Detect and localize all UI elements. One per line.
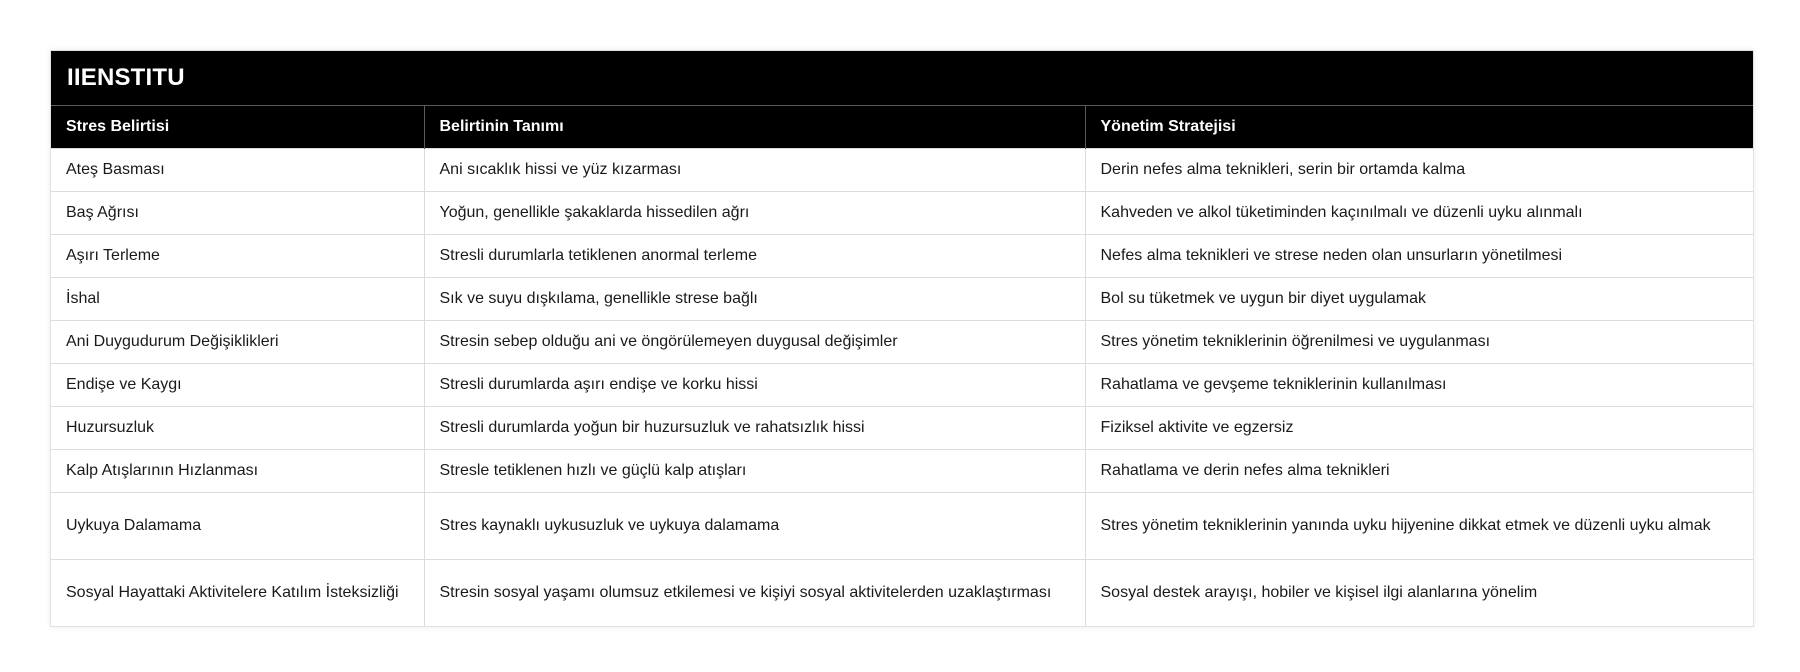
table-row: [51, 407, 1753, 450]
cell-symptom: Aşırı Terleme: [51, 235, 424, 278]
cell-description: Stresli durumlarda aşırı endişe ve korku hissi: [424, 364, 1085, 407]
cell-description: Yoğun, genellikle şakaklarda hissedilen ağrı: [424, 192, 1085, 235]
table-row: [51, 493, 1753, 560]
table-row: [51, 235, 1753, 278]
cell-symptom: Endişe ve Kaygı: [51, 364, 424, 407]
cell-symptom: Kalp Atışlarının Hızlanması: [51, 450, 424, 493]
table-row: [51, 149, 1753, 192]
table-row: [51, 278, 1753, 321]
column-header-symptom: Stres Belirtisi: [51, 106, 424, 149]
stress-symptoms-table: [51, 105, 1753, 626]
cell-strategy: Derin nefes alma teknikleri, serin bir ortamda kalma: [1085, 149, 1753, 192]
content-table-card: [50, 50, 1754, 627]
column-header-strategy: Yönetim Stratejisi: [1085, 106, 1753, 149]
cell-strategy: Fiziksel aktivite ve egzersiz: [1085, 407, 1753, 450]
cell-symptom: Huzursuzluk: [51, 407, 424, 450]
cell-strategy: Stres yönetim tekniklerinin yanında uyku hijyenine dikkat etmek ve düzenli uyku almak: [1085, 493, 1753, 560]
cell-strategy: Sosyal destek arayışı, hobiler ve kişisel ilgi alanlarına yönelim: [1085, 560, 1753, 627]
cell-description: Stresle tetiklenen hızlı ve güçlü kalp atışları: [424, 450, 1085, 493]
cell-description: Stres kaynaklı uykusuzluk ve uykuya dalamama: [424, 493, 1085, 560]
cell-description: Stresin sebep olduğu ani ve öngörülemeyen duygusal değişimler: [424, 321, 1085, 364]
cell-strategy: Rahatlama ve derin nefes alma teknikleri: [1085, 450, 1753, 493]
column-header-description: Belirtinin Tanımı: [424, 106, 1085, 149]
table-row: [51, 450, 1753, 493]
table-row: [51, 321, 1753, 364]
cell-description: Stresli durumlarda yoğun bir huzursuzluk ve rahatsızlık hissi: [424, 407, 1085, 450]
cell-description: Ani sıcaklık hissi ve yüz kızarması: [424, 149, 1085, 192]
table-header-row: [51, 106, 1753, 149]
table-row: [51, 560, 1753, 627]
table-row: [51, 192, 1753, 235]
cell-symptom: Uykuya Dalamama: [51, 493, 424, 560]
cell-symptom: Sosyal Hayattaki Aktivitelere Katılım İsteksizliği: [51, 560, 424, 627]
cell-description: Sık ve suyu dışkılama, genellikle strese bağlı: [424, 278, 1085, 321]
brand-title: IIENSTITU: [51, 51, 1753, 105]
cell-strategy: Bol su tüketmek ve uygun bir diyet uygulamak: [1085, 278, 1753, 321]
cell-description: Stresli durumlarla tetiklenen anormal terleme: [424, 235, 1085, 278]
cell-symptom: İshal: [51, 278, 424, 321]
cell-strategy: Rahatlama ve gevşeme tekniklerinin kullanılması: [1085, 364, 1753, 407]
cell-symptom: Ateş Basması: [51, 149, 424, 192]
cell-description: Stresin sosyal yaşamı olumsuz etkilemesi ve kişiyi sosyal aktivitelerden uzaklaştırması: [424, 560, 1085, 627]
table-row: [51, 364, 1753, 407]
cell-strategy: Nefes alma teknikleri ve strese neden olan unsurların yönetilmesi: [1085, 235, 1753, 278]
cell-strategy: Kahveden ve alkol tüketiminden kaçınılmalı ve düzenli uyku alınmalı: [1085, 192, 1753, 235]
cell-strategy: Stres yönetim tekniklerinin öğrenilmesi ve uygulanması: [1085, 321, 1753, 364]
cell-symptom: Ani Duygudurum Değişiklikleri: [51, 321, 424, 364]
cell-symptom: Baş Ağrısı: [51, 192, 424, 235]
